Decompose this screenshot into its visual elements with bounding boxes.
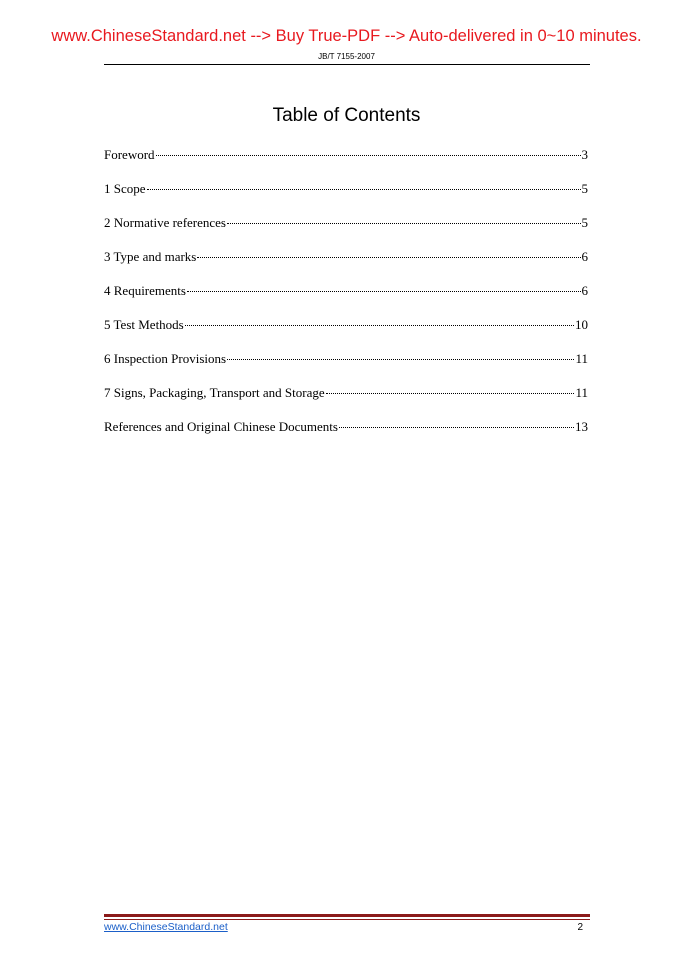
toc-dot-leader [156, 155, 581, 156]
toc-list [104, 146, 588, 452]
toc-entry-normative-references[interactable] [104, 214, 588, 248]
toc-entry-label: References and Original Chinese Documents [104, 419, 338, 434]
toc-entry-label: 3 Type and marks [104, 249, 197, 264]
toc-entry-label: 2 Normative references [104, 215, 226, 230]
toc-entry-page: 13 [575, 419, 588, 434]
toc-entry-page: 11 [575, 385, 588, 400]
toc-entry-label: 7 Signs, Packaging, Transport and Storage [104, 385, 325, 400]
toc-entry-label: 5 Test Methods [104, 317, 184, 332]
toc-entry-page: 6 [581, 283, 588, 298]
toc-dot-leader [227, 223, 581, 224]
toc-dot-leader [185, 325, 574, 326]
footer-divider-thick [104, 914, 590, 917]
header-divider [104, 64, 590, 65]
standard-code: JB/T 7155-2007 [318, 52, 375, 61]
toc-entry-page: 10 [575, 317, 588, 332]
toc-entry-type-and-marks[interactable] [104, 248, 588, 282]
toc-entry-page: 11 [575, 351, 588, 366]
promo-banner[interactable]: www.ChineseStandard.net --> Buy True-PDF --> Auto-delivered in 0~10 minutes. [51, 27, 642, 45]
toc-dot-leader [339, 427, 574, 428]
toc-entry-requirements[interactable] [104, 282, 588, 316]
toc-entry-page: 6 [581, 249, 588, 264]
toc-entry-label: 6 Inspection Provisions [104, 351, 227, 366]
toc-dot-leader [187, 291, 581, 292]
toc-entry-label: 1 Scope [104, 181, 146, 196]
toc-entry-references[interactable] [104, 418, 588, 452]
footer-website-link[interactable]: www.ChineseStandard.net [104, 921, 228, 933]
toc-dot-leader [197, 257, 580, 258]
toc-title: Table of Contents [272, 105, 421, 126]
toc-entry-signs-packaging[interactable] [104, 384, 588, 418]
toc-entry-scope[interactable] [104, 180, 588, 214]
toc-entry-page: 5 [581, 215, 588, 230]
toc-entry-inspection-provisions[interactable] [104, 350, 588, 384]
page-number: 2 [577, 922, 583, 933]
toc-entry-label: Foreword [104, 147, 155, 162]
footer-divider-thin [104, 919, 590, 920]
toc-dot-leader [326, 393, 575, 394]
toc-dot-leader [147, 189, 581, 190]
toc-dot-leader [227, 359, 574, 360]
toc-entry-foreword[interactable] [104, 146, 588, 180]
toc-entry-test-methods[interactable] [104, 316, 588, 350]
toc-entry-page: 3 [581, 147, 588, 162]
toc-entry-page: 5 [581, 181, 588, 196]
toc-entry-label: 4 Requirements [104, 283, 186, 298]
